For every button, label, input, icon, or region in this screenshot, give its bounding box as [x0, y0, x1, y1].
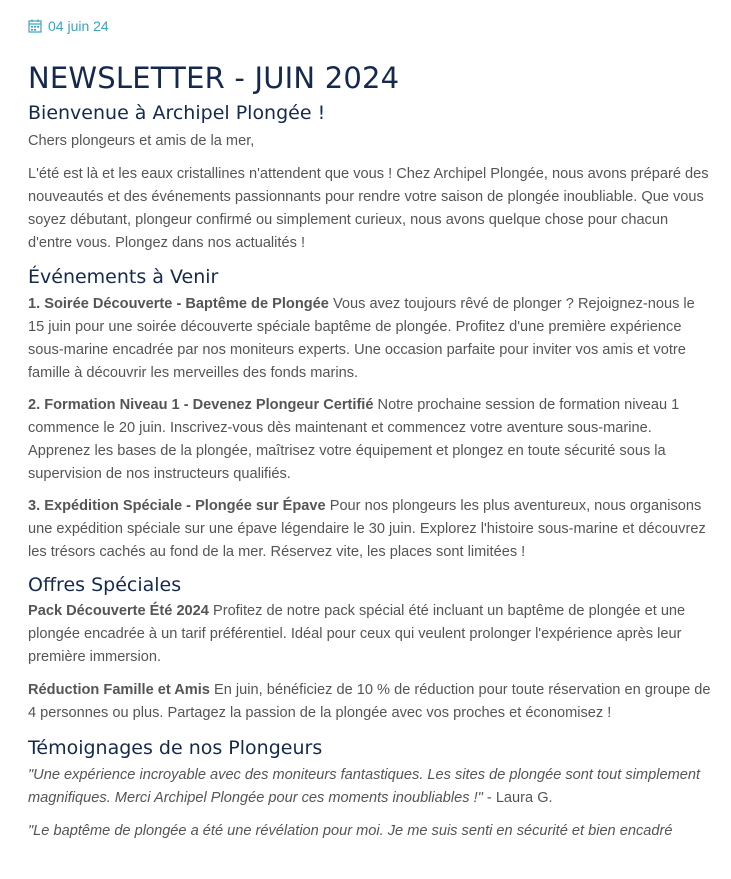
events-heading: Événements à Venir — [28, 266, 219, 288]
offer-item-1 — [28, 600, 712, 669]
event-title-2: 2. Formation Niveau 1 - Devenez Plongeur Certifié — [28, 397, 374, 413]
event-title-3: 3. Expédition Spéciale - Plongée sur Épave — [28, 498, 326, 514]
testimonials-heading: Témoignages de nos Plongeurs — [28, 737, 323, 759]
event-item-1 — [28, 293, 712, 385]
testimonial-quote-2: "Le baptême de plongée a été une révélation pour moi. Je me suis senti en sécurité et bien encadré — [28, 823, 673, 839]
testimonial-quote-1: "Une expérience incroyable avec des moniteurs fantastiques. Les sites de plongée sont tout simplement magnifiques. Merci Archipel Plongée pour ces moments inoubliables !" — [28, 767, 701, 806]
testimonial-author-1: - Laura G. — [482, 790, 553, 806]
offer-item-2 — [28, 679, 712, 725]
calendar-icon — [28, 19, 42, 33]
event-title-1: 1. Soirée Découverte - Baptême de Plongée — [28, 296, 329, 312]
offer-title-1: Pack Découverte Été 2024 — [28, 603, 209, 619]
event-item-3 — [28, 495, 712, 564]
newsletter-article — [0, 16, 731, 843]
greeting-text: Chers plongeurs et amis de la mer, — [28, 133, 255, 149]
welcome-heading: Bienvenue à Archipel Plongée ! — [28, 102, 326, 124]
post-date — [28, 16, 712, 36]
testimonial-item-1 — [28, 764, 712, 810]
offers-heading: Offres Spéciales — [28, 574, 182, 596]
post-date-text: 04 juin 24 — [48, 18, 109, 34]
event-text-1: Vous avez toujours rêvé de plonger ? Rejoignez-nous le 15 juin pour une soirée découverte spéciale baptême de plongée. Profitez d'une première expérience sous-marine encadrée par nos moniteurs experts. Une occasion parfaite pour inviter vos amis et votre famille à découvrir les merveilles des fonds marins. — [28, 296, 695, 381]
offer-title-2: Réduction Famille et Amis — [28, 682, 210, 698]
event-text-2: Notre prochaine session de formation niveau 1 commence le 20 juin. Inscrivez-vous dès maintenant et commencez votre aventure sous-marine. Apprenez les bases de la plongée, maîtrisez votre équipement et plongez en toute sécurité sous la supervision de nos instructeurs qualifiés. — [28, 397, 680, 482]
intro-text: L'été est là et les eaux cristallines n'attendent que vous ! Chez Archipel Plongée, nous avons préparé des nouveautés et des événements passionnants pour rendre votre saison de plongée inoubliable. Que vous soyez débutant, plongeur confirmé ou simplement curieux, nous avons quelque chose pour chacun d'entre vous. Plongez dans nos actualités ! — [28, 166, 709, 251]
event-item-2 — [28, 394, 712, 486]
offer-text-1: Profitez de notre pack spécial été incluant un baptême de plongée et une plongée encadrée à un tarif préférentiel. Idéal pour ceux qui veulent prolonger l'expérience après leur première immersion. — [28, 603, 686, 665]
offer-text-2: En juin, bénéficiez de 10 % de réduction pour toute réservation en groupe de 4 personnes ou plus. Partagez la passion de la plongée avec vos proches et économisez ! — [28, 682, 711, 721]
page-title: NEWSLETTER - JUIN 2024 — [28, 61, 400, 95]
event-text-3: Pour nos plongeurs les plus aventureux, nous organisons une expédition spéciale sur une épave légendaire le 30 juin. Explorez l'histoire sous-marine et découvrez les trésors cachés au fond de la mer. Réservez vite, les places sont limitées ! — [28, 498, 706, 560]
testimonial-item-2 — [28, 820, 712, 843]
